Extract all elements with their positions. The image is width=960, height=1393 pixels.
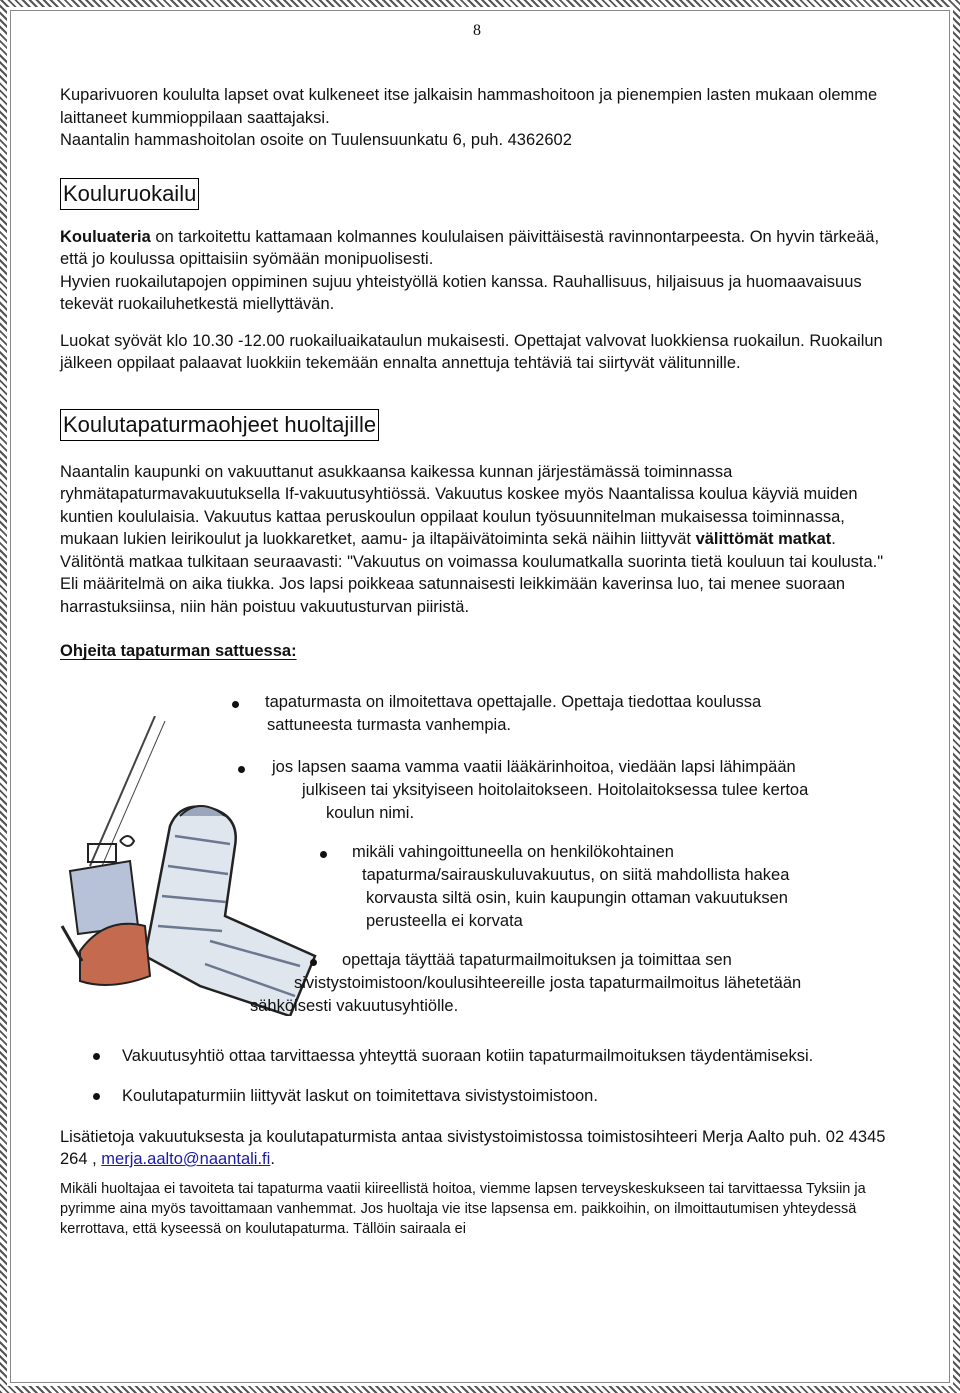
bullet-3-line-2: tapaturma/sairauskuluvakuutus, on siitä mahdollista hakea (362, 865, 790, 884)
bullet-4-line-2: sivistystoimistoon/koulusihteereille josta tapaturmailmoitus lähetetään (294, 973, 802, 992)
small-print: Mikäli huoltajaa ei tavoiteta tai tapaturma vaatii kiireellistä hoitoa, viemme lapsen terveyskeskukseen tai tarvittaessa Tyksiin ja pyrimme aina myös tavoittamaan vanhemmat. Jos huoltaja vie itse lapsensa em. paikkoihin, on ilmoittautumisen yhteydessä kerrottava, että kyseessä on koulutapaturma. Tällöin sairaala ei (60, 1180, 866, 1237)
accident-heading: Koulutapaturmaohjeet huoltajille (60, 409, 379, 441)
list-item (60, 1045, 900, 1068)
bullet-4-line-3: sähköisesti vakuutusyhtiölle. (250, 996, 459, 1015)
accident-paragraph (60, 461, 900, 619)
bullet-1-line-1: tapaturmasta on ilmoitettava opettajalle. Opettaja tiedottaa koulussa (265, 692, 762, 711)
bottom-bullet-list (60, 1045, 900, 1108)
bullet-dot (320, 851, 327, 858)
bullet-2-line-2: julkiseen tai yksityiseen hoitolaitokseen. Hoitolaitoksessa tulee kertoa (302, 780, 809, 799)
page-number: 8 (473, 22, 481, 39)
bullet-dot (238, 766, 245, 773)
instructions-list (60, 681, 900, 1035)
lunch-paragraph-1-text: on tarkoitettu kattamaan kolmannes koululaisen päivittäisestä ravinnontarpeesta. On hyvin tärkeää, että jo koulussa opittaisiin syömään monipuolisesti. (60, 227, 880, 268)
bullet-dot (232, 701, 239, 708)
bullet-2-line-3: koulun nimi. (326, 803, 415, 822)
bullet-1-line-2: sattuneesta turmasta vanhempia. (267, 715, 511, 734)
bullet-3-line-1: mikäli vahingoittuneella on henkilökohtainen (352, 842, 674, 861)
bullet-3-line-4: perusteella ei korvata (366, 911, 523, 930)
info-text: Lisätietoja vakuutuksesta ja koulutapaturmista antaa sivistystoimistossa toimistosihteeri Merja Aalto puh. 02 4345 264 , (60, 1127, 886, 1168)
info-end: . (270, 1150, 275, 1168)
instructions-subheading: Ohjeita tapaturman sattuessa: (60, 642, 297, 660)
bullet-2-line-1: jos lapsen saama vamma vaatii lääkärinhoitoa, viedään lapsi lähimpään (272, 757, 796, 776)
email-link[interactable]: merja.aalto@naantali.fi (101, 1150, 271, 1168)
accident-paragraph-bold: välittömät matkat (695, 530, 832, 548)
page-content (60, 84, 900, 1239)
bottom-bullet-1: Vakuutusyhtiö ottaa tarvittaessa yhteyttä suoraan kotiin tapaturmailmoituksen täydentämiseksi. (122, 1046, 814, 1065)
bullet-dot (310, 959, 317, 966)
lunch-paragraph-1 (60, 226, 900, 271)
list-item (60, 1085, 900, 1108)
lunch-term: Kouluateria (60, 227, 151, 246)
intro-section (60, 84, 900, 152)
accident-paragraph-part-2: . Välitöntä matkaa tulkitaan seuraavasti: "Vakuutus on voimassa koulumatkalla suorinta tietä kouluun tai koulusta." Eli määritelmä on aika tiukka. Jos lapsi poikkeaa satunnaisesti leikkimään kaverinsa luo, tai menee suoraan harrastuksiinsa, niin hän poistuu vakuutusturvan piiristä. (60, 530, 884, 616)
bullet-dot (93, 1093, 100, 1100)
bottom-bullet-2: Koulutapaturmiin liittyvät laskut on toimitettava sivistystoimistoon. (122, 1087, 598, 1105)
accident-paragraph-part-1: Naantalin kaupunki on vakuuttanut asukkaansa kaikessa kunnan järjestämässä toiminnassa ryhmätapaturmavakuutuksella If-vakuutusyhtiössä. Vakuutus koskee myös Naantalissa koulua käyviä muiden kuntien koululaisia. Vakuutus kattaa peruskoulun oppilaat koulun työsuunnitelman mukaisessa toiminnassa, mukaan lukien leirikoulut ja luokkaretket, aamu- ja iltapäivätoiminta sekä näihin liittyvät (60, 462, 858, 548)
lunch-paragraph-2: Hyvien ruokailutapojen oppiminen sujuu yhteistyöllä kotien kanssa. Rauhallisuus, hiljaisuus ja huomaavaisuus tekevät ruokailuhetkestä miellyttävän. (60, 272, 862, 313)
bullet-4-line-1: opettaja täyttää tapaturmailmoituksen ja toimittaa sen (342, 950, 732, 969)
lunch-paragraph-3: Luokat syövät klo 10.30 -12.00 ruokailuaikataulun mukaisesti. Opettajat valvovat luokkiensa ruokailun. Ruokailun jälkeen oppilaat palaavat luokkiin tekemään ennalta annettuja tehtäviä tai siirtyvät välitunnille. (60, 331, 883, 372)
bullet-dot (93, 1053, 100, 1060)
intro-line-2: Naantalin hammashoitolan osoite on Tuulensuunkatu 6, puh. 4362602 (60, 131, 572, 149)
lunch-heading: Kouluruokailu (60, 178, 199, 210)
info-paragraph (60, 1126, 900, 1171)
bullet-3-line-3: korvausta siltä osin, kuin kaupungin ottaman vakuutuksen (366, 888, 788, 907)
intro-line-1: Kuparivuoren koululta lapset ovat kulkeneet itse jalkaisin hammashoitoon ja pienempien lasten mukaan olemme laittaneet kummioppilaan saattajaksi. (60, 86, 878, 127)
